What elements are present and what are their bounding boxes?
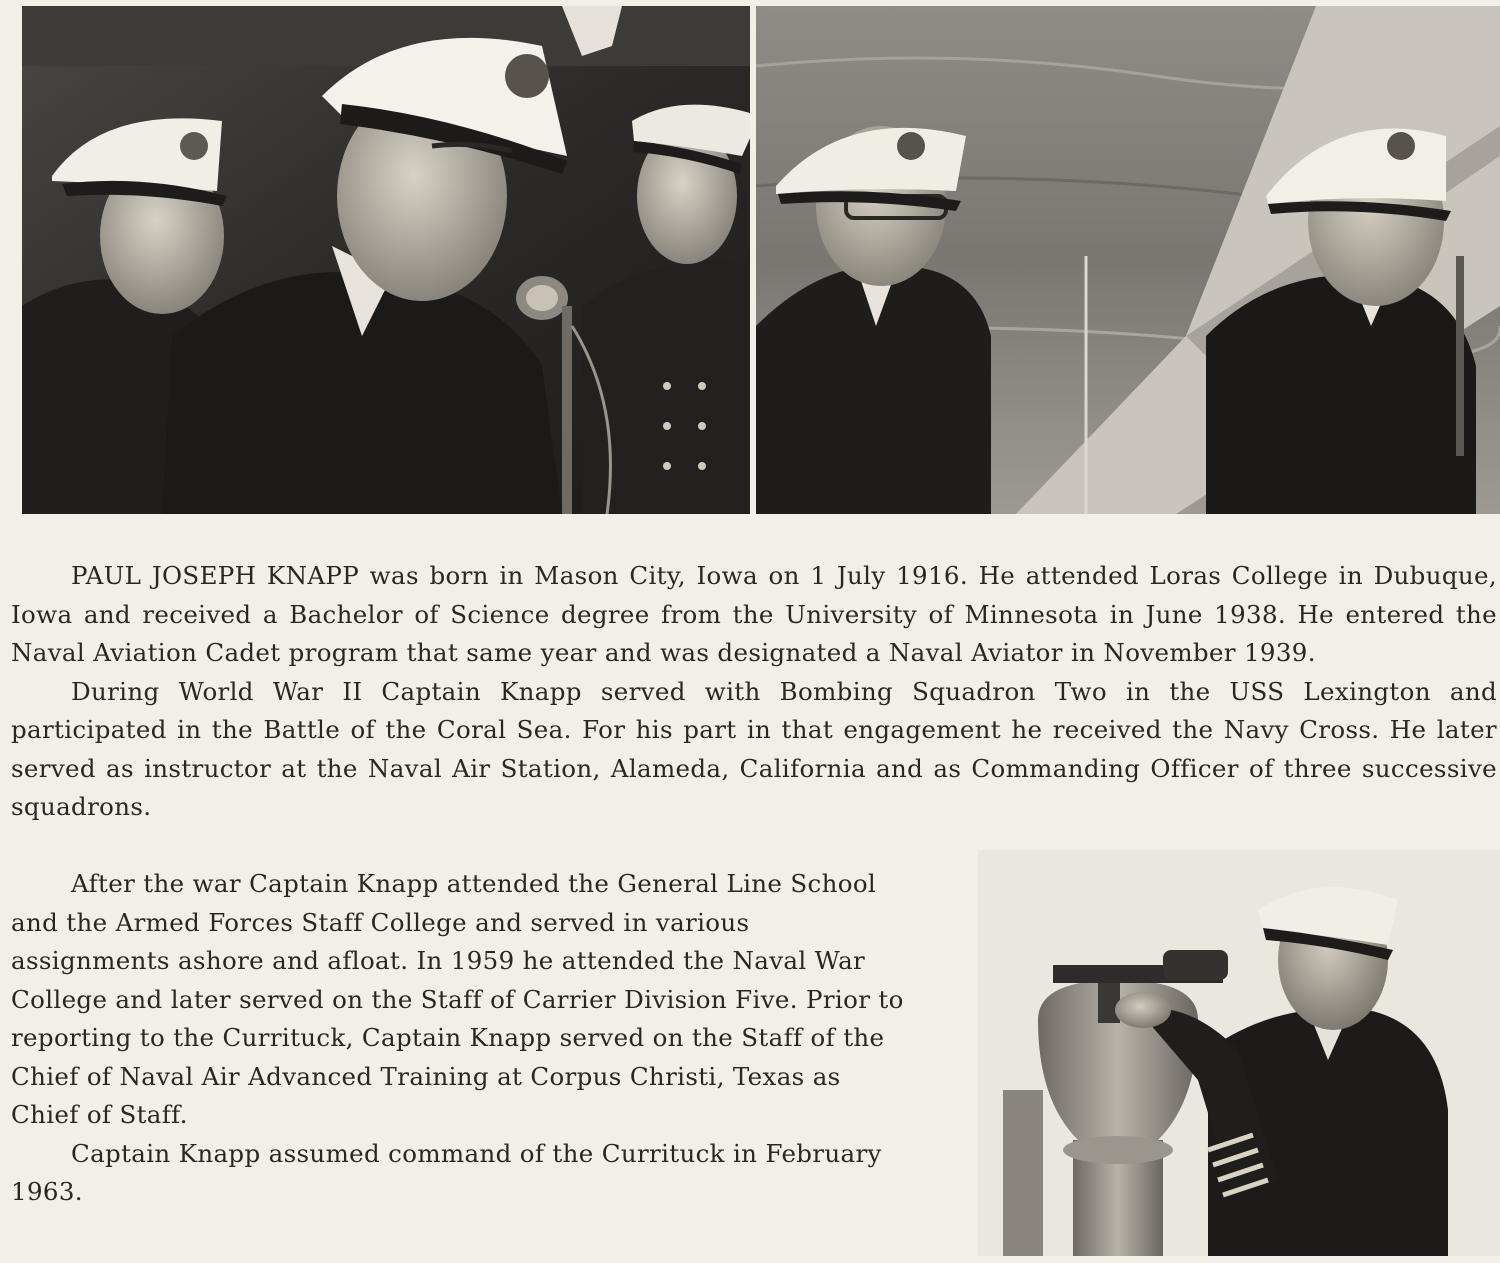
biography-lower xyxy=(11,865,916,1212)
biography-paragraph-4: Captain Knapp assumed command of the Currituck in February 1963. xyxy=(11,1138,882,1206)
officers-at-microphone-photo xyxy=(22,6,750,514)
officers-on-ship-deck-photo xyxy=(756,6,1500,514)
biography-upper xyxy=(11,557,1497,827)
biography-paragraph-1: PAUL JOSEPH KNAPP was born in Mason City, Iowa on 1 July 1916. He attended Loras College in Dubuque, Iowa and received a Bachelor of Science degree from the University of Minnesota in June 1938. He entered the Naval Aviation Cadet program that same year and was designated a Naval Aviator in November 1939. xyxy=(11,561,1497,667)
biography-paragraph-3: After the war Captain Knapp attended the General Line School and the Armed Forces Staff College and served in various assignments ashore and afloat. In 1959 he attended the Naval War College and later served on the Staff of Carrier Division Five. Prior to reporting to the Currituck, Captain Knapp served on the Staff of the Chief of Naval Air Advanced Training at Corpus Christi, Texas as Chief of Staff. xyxy=(11,869,904,1129)
biography-paragraph-2: During World War II Captain Knapp served with Bombing Squadron Two in the USS Lexington and participated in the Battle of the Coral Sea. For his part in that engagement he received the Navy Cross. He later served as instructor at the Naval Air Station, Alameda, California and as Commanding Officer of three successive squadrons. xyxy=(11,676,1497,821)
captain-at-compass-binnacle-photo xyxy=(978,850,1500,1256)
